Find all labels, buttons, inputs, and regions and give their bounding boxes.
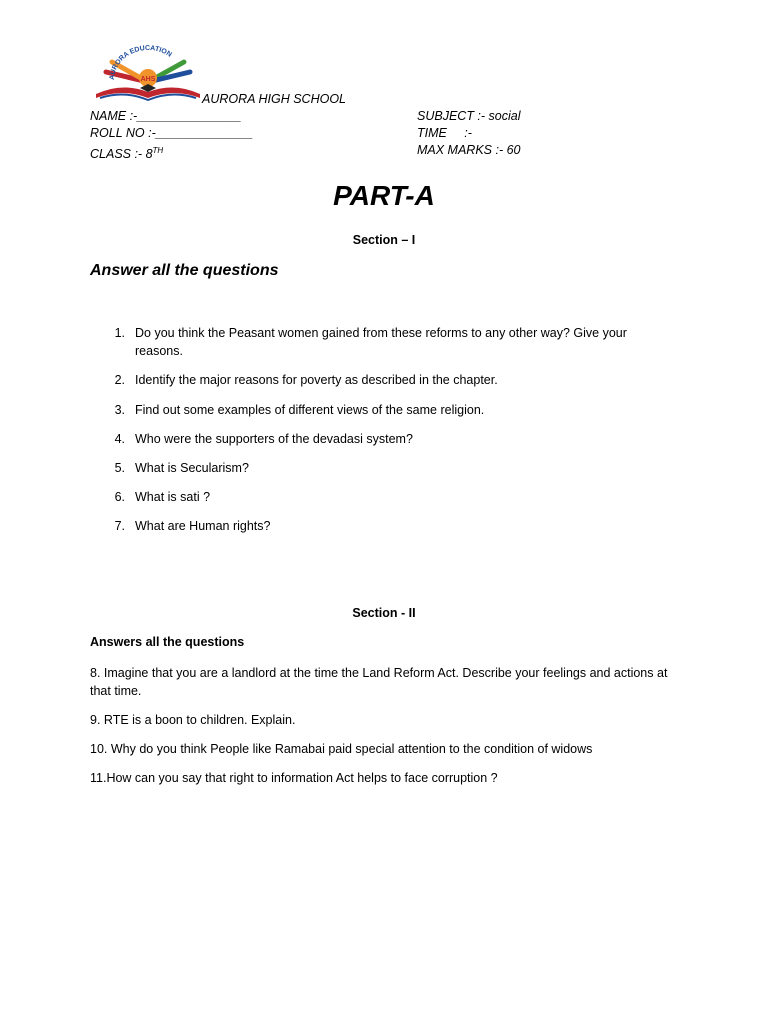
question-2 — [105, 371, 498, 389]
question-1 — [105, 324, 627, 342]
subject-field: SUBJECT :- social — [417, 109, 521, 123]
question-11: 11.How can you say that right to information Act helps to face corruption ? — [90, 771, 498, 785]
question-text: Do you think the Peasant women gained from these reforms to any other way? Give your — [135, 326, 627, 340]
max-marks-field: MAX MARKS :- 60 — [417, 143, 521, 157]
class-superscript: TH — [152, 146, 164, 155]
question-text: Who were the supporters of the devadasi system? — [135, 432, 413, 446]
question-number: 6. — [114, 490, 125, 504]
logo-monogram: AHS — [140, 76, 156, 83]
name-field: NAME :-_______________ — [90, 109, 242, 123]
question-number: 7. — [114, 519, 125, 533]
school-logo — [92, 42, 204, 102]
class-field — [90, 142, 163, 163]
question-number: 4. — [114, 432, 125, 446]
question-1-continuation: reasons. — [135, 344, 183, 358]
question-7 — [105, 517, 271, 535]
logo-arc-text: AURORA EDUCATION — [108, 44, 173, 81]
question-text: What is Secularism? — [135, 461, 249, 475]
roll-no-field: ROLL NO :-______________ — [90, 126, 254, 140]
question-3 — [105, 401, 485, 419]
question-text: Find out some examples of different views of the same religion. — [135, 403, 485, 417]
question-8-continuation: that time. — [90, 684, 142, 698]
time-field: TIME :- — [417, 126, 472, 140]
part-title: PART-A — [333, 180, 435, 211]
question-8: 8. Imagine that you are a landlord at the time the Land Reform Act. Describe your feelings and actions at — [90, 666, 668, 680]
question-9: 9. RTE is a boon to children. Explain. — [90, 713, 296, 727]
question-number: 1. — [114, 326, 125, 340]
section-2-instruction: Answers all the questions — [90, 635, 245, 649]
section-1-instruction: Answer all the questions — [90, 262, 279, 279]
section-1-title: Section – I — [352, 233, 416, 247]
question-6 — [105, 488, 211, 506]
question-text: What are Human rights? — [135, 519, 271, 533]
section-2-title: Section - II — [352, 606, 416, 620]
question-number: 3. — [114, 403, 125, 417]
question-5 — [105, 459, 249, 477]
question-number: 5. — [114, 461, 125, 475]
question-4 — [105, 430, 413, 448]
school-name: AURORA HIGH SCHOOL — [202, 92, 347, 106]
question-text: What is sati ? — [135, 490, 211, 504]
question-10: 10. Why do you think People like Ramabai paid special attention to the condition of widows — [90, 742, 593, 756]
question-text: Identify the major reasons for poverty as described in the chapter. — [135, 373, 498, 387]
question-number: 2. — [114, 373, 125, 387]
class-label: CLASS :- 8 — [90, 147, 153, 162]
